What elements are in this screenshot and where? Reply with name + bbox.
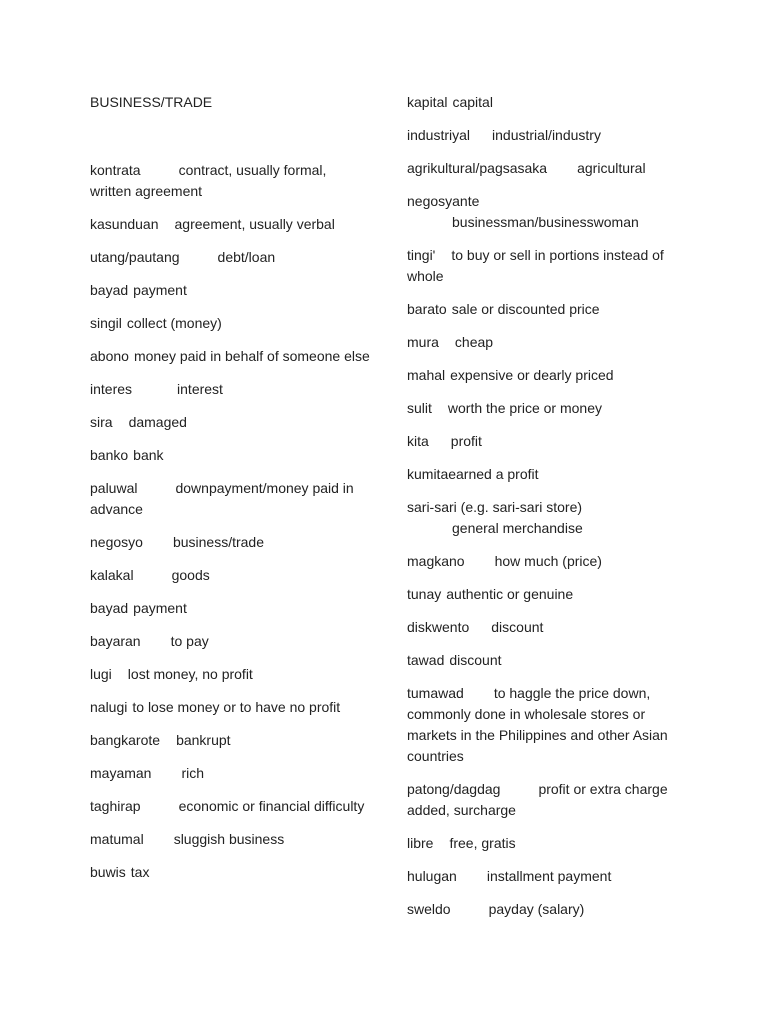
entry-definition: sale or discounted price <box>451 301 600 317</box>
entry-definition: interest <box>177 381 223 397</box>
entry-term: kapital <box>407 94 448 110</box>
entry-definition: to haggle the price down, commonly done in wholesale stores or markets in the Philippines and other Asian countries <box>407 685 668 764</box>
entry-term: nalugi <box>90 699 128 715</box>
entry-definition: goods <box>171 567 210 583</box>
glossary-entry <box>90 664 370 685</box>
entry-definition: payday (salary) <box>488 901 585 917</box>
glossary-entry <box>407 833 677 854</box>
glossary-entry <box>407 245 677 287</box>
entry-definition: profit or extra charge added, surcharge <box>407 781 668 818</box>
right-column <box>407 92 677 932</box>
entry-definition: contract, usually formal, written agreement <box>90 162 327 199</box>
glossary-entry <box>407 866 677 887</box>
glossary-entry <box>407 332 677 353</box>
entry-definition: bank <box>133 447 164 463</box>
glossary-entry <box>407 617 677 638</box>
entry-term: mayaman <box>90 765 152 781</box>
entry-term: taghirap <box>90 798 141 814</box>
entry-definition: discount <box>449 652 502 668</box>
entry-definition: how much (price) <box>494 553 602 569</box>
entry-term: banko <box>90 447 129 463</box>
entry-term: tumawad <box>407 685 464 701</box>
glossary-entry <box>90 313 370 334</box>
glossary-entry <box>407 299 677 320</box>
entry-term: kasunduan <box>90 216 159 232</box>
entry-term: negosyo <box>90 534 143 550</box>
entry-term: magkano <box>407 553 465 569</box>
entry-definition: debt/loan <box>217 249 276 265</box>
entry-term: kontrata <box>90 162 141 178</box>
entry-term: bangkarote <box>90 732 161 748</box>
glossary-entry <box>90 631 370 652</box>
glossary-entry <box>90 412 370 433</box>
glossary-entry <box>90 532 370 553</box>
glossary-entry <box>407 125 677 146</box>
glossary-entry <box>90 829 370 850</box>
entry-definition: industrial/industry <box>492 127 601 143</box>
entry-term: buwis <box>90 864 126 880</box>
entry-definition: agreement, usually verbal <box>174 216 335 232</box>
glossary-entry <box>407 497 677 539</box>
entry-definition: authentic or genuine <box>446 586 574 602</box>
entry-definition: capital <box>452 94 493 110</box>
glossary-entry <box>407 191 677 233</box>
entry-term: matumal <box>90 831 144 847</box>
glossary-entry <box>90 796 370 817</box>
glossary-entry <box>90 247 370 268</box>
entry-definition: collect (money) <box>126 315 222 331</box>
entry-term: sira <box>90 414 113 430</box>
entry-term: sari-sari (e.g. sari-sari store) <box>407 499 583 515</box>
entry-term: barato <box>407 301 447 317</box>
glossary-entry <box>407 365 677 386</box>
glossary-entry <box>407 398 677 419</box>
entry-term: libre <box>407 835 434 851</box>
glossary-entry <box>90 730 370 751</box>
entry-definition: downpayment/money paid in advance <box>90 480 354 517</box>
entry-term: kita <box>407 433 429 449</box>
entry-term: paluwal <box>90 480 138 496</box>
entry-definition: to buy or sell in portions instead of whole <box>407 247 664 284</box>
entry-definition: businessman/businesswoman <box>452 214 639 230</box>
glossary-entry <box>90 763 370 784</box>
entry-definition: bankrupt <box>176 732 231 748</box>
glossary-entry <box>90 862 370 883</box>
entry-definition: discount <box>491 619 544 635</box>
entry-term: utang/pautang <box>90 249 180 265</box>
entry-term: mura <box>407 334 439 350</box>
entry-definition: money paid in behalf of someone else <box>133 348 370 364</box>
glossary-entry <box>407 584 677 605</box>
glossary-entry <box>90 346 370 367</box>
entry-definition: free, gratis <box>449 835 516 851</box>
glossary-entry <box>90 379 370 400</box>
entry-term: interes <box>90 381 133 397</box>
entry-definition: earned a profit <box>448 466 539 482</box>
entry-term: bayad <box>90 600 129 616</box>
entry-definition: general merchandise <box>452 520 583 536</box>
entry-definition: damaged <box>128 414 187 430</box>
entry-term: tingi' <box>407 247 436 263</box>
entry-term: bayaran <box>90 633 141 649</box>
glossary-entry <box>90 697 370 718</box>
entry-term: bayad <box>90 282 129 298</box>
section-heading: BUSINESS/TRADE <box>90 94 213 110</box>
glossary-entry <box>90 598 370 619</box>
entry-definition: economic or financial difficulty <box>178 798 365 814</box>
entry-term: diskwento <box>407 619 470 635</box>
entry-definition: installment payment <box>486 868 612 884</box>
entry-definition: expensive or dearly priced <box>450 367 614 383</box>
entry-term: kalakal <box>90 567 134 583</box>
glossary-entry <box>90 280 370 301</box>
glossary-entry <box>90 445 370 466</box>
entry-term: hulugan <box>407 868 457 884</box>
entry-term: tunay <box>407 586 442 602</box>
glossary-entry <box>407 431 677 452</box>
entry-definition: worth the price or money <box>447 400 602 416</box>
glossary-entry <box>407 650 677 671</box>
entry-definition: agricultural <box>577 160 646 176</box>
entry-term: sweldo <box>407 901 451 917</box>
glossary-entry <box>90 160 370 202</box>
left-column <box>90 92 370 895</box>
glossary-entry <box>407 551 677 572</box>
entry-definition: cheap <box>454 334 494 350</box>
entry-definition: business/trade <box>172 534 264 550</box>
entry-definition: payment <box>133 600 187 616</box>
glossary-entry <box>90 214 370 235</box>
glossary-entry <box>407 92 677 113</box>
entry-term: tawad <box>407 652 445 668</box>
entry-term: patong/dagdag <box>407 781 501 797</box>
entry-definition: tax <box>130 864 150 880</box>
entry-term: sulit <box>407 400 432 416</box>
entry-definition: to pay <box>170 633 209 649</box>
entry-term: industriyal <box>407 127 471 143</box>
glossary-entry <box>407 464 677 485</box>
entry-definition: sluggish business <box>173 831 285 847</box>
entry-term: kumita <box>407 466 449 482</box>
entry-definition: profit <box>450 433 482 449</box>
glossary-entry <box>90 478 370 520</box>
entry-term: lugi <box>90 666 112 682</box>
glossary-entry <box>90 565 370 586</box>
entry-definition: rich <box>181 765 205 781</box>
entry-term: agrikultural/pagsasaka <box>407 160 548 176</box>
glossary-entry <box>407 899 677 920</box>
glossary-entry <box>407 683 677 767</box>
entry-term: singil <box>90 315 122 331</box>
glossary-entry <box>407 158 677 179</box>
glossary-entry <box>407 779 677 821</box>
entry-term: mahal <box>407 367 446 383</box>
entry-term: negosyante <box>407 193 480 209</box>
entry-definition: to lose money or to have no profit <box>132 699 341 715</box>
entry-term: abono <box>90 348 129 364</box>
entry-definition: payment <box>133 282 187 298</box>
entry-definition: lost money, no profit <box>127 666 253 682</box>
